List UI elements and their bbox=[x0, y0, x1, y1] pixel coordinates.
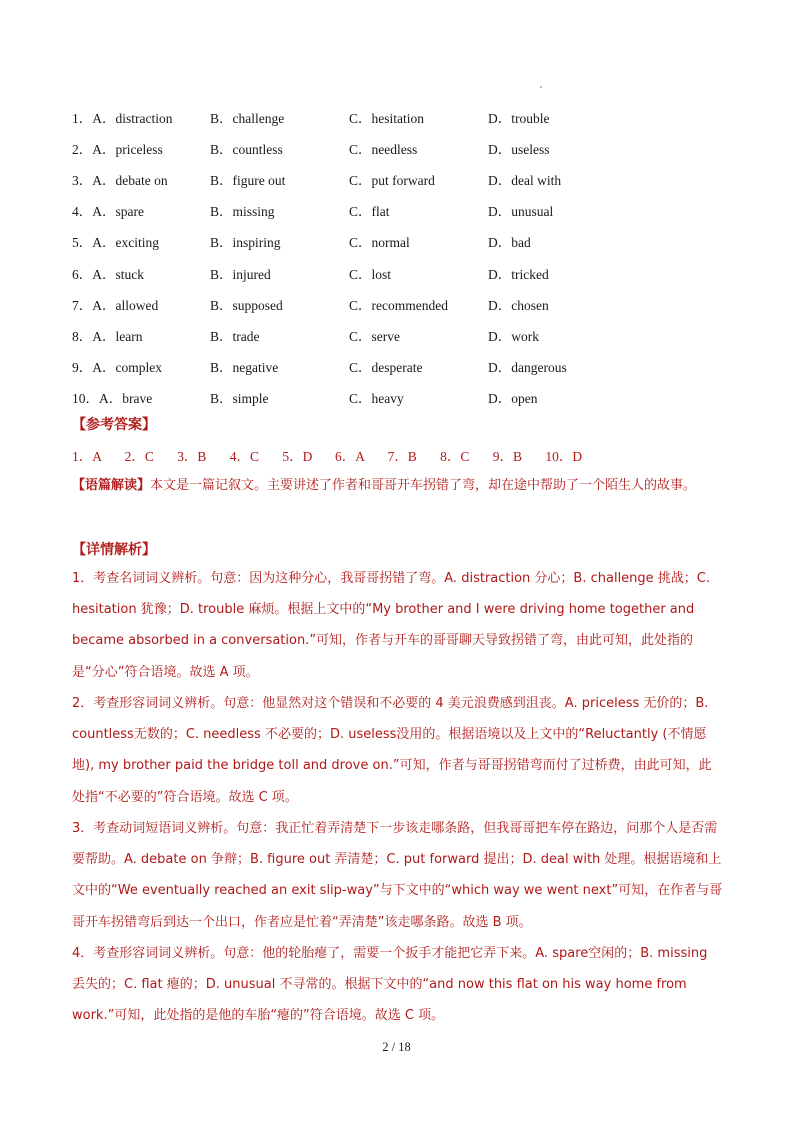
option-c: C．put forward bbox=[349, 172, 435, 188]
option-b: B．supposed bbox=[210, 297, 283, 313]
answer-item: 2．C bbox=[124, 449, 154, 464]
option-b: B．countless bbox=[210, 141, 283, 157]
option-c: C．lost bbox=[349, 266, 392, 282]
speck-mark bbox=[540, 86, 542, 88]
option-b: B．trade bbox=[210, 328, 260, 344]
option-b: B．simple bbox=[210, 391, 269, 407]
option-d: D．work bbox=[488, 328, 539, 344]
answer-item: 6．A bbox=[334, 449, 365, 464]
option-a: 5．A．exciting bbox=[72, 235, 159, 251]
summary-text: 本文是一篇记叙文。主要讲述了作者和哥哥开车拐错了弯，却在途中帮助了一个陌生人的故事。 bbox=[150, 478, 697, 493]
answer-item: 5．D bbox=[282, 449, 313, 464]
explanation-4: 4．考查形容词词义辨析。句意：他的轮胎瘪了，需要一个扳手才能把它弄下来。A. spare空闲的；B. missing 丢失的；C. flat 瘪的；D. unusual 不寻常的。根据下文中的“and now this flat on his way home from work.”可知，此处指的是他的车胎“瘪的”符合语境。故选 C 项。 bbox=[72, 946, 708, 1024]
options-table bbox=[72, 101, 722, 413]
option-a: 10．A．brave bbox=[72, 391, 153, 407]
option-d: D．useless bbox=[488, 141, 550, 157]
option-a: 4．A．spare bbox=[72, 204, 144, 220]
answer-item: 8．C bbox=[440, 449, 470, 464]
option-a: 2．A．priceless bbox=[72, 141, 163, 157]
explanation-2: 2．考查形容词词义辨析。句意：他显然对这个错误和不必要的 4 美元浪费感到沮丧。A. priceless 无价的；B. countless无数的；C. needless 不必要的；D. useless没用的。根据语境以及上文中的“Reluctantly (不情愿地), my brother paid the bridge toll and drove on.”可知，作者与哥哥拐错弯而付了过桥费，由此可知，此处指“不必要的”符合语境。故选 C 项。 bbox=[72, 696, 712, 805]
option-row bbox=[72, 226, 722, 257]
option-row bbox=[72, 257, 722, 288]
answer-heading: 【参考答案】 bbox=[72, 417, 156, 433]
option-row bbox=[72, 382, 722, 413]
answer-item: 10．D bbox=[545, 449, 583, 464]
option-c: C．normal bbox=[349, 235, 410, 251]
option-row bbox=[72, 319, 722, 350]
answer-item: 7．B bbox=[387, 449, 417, 464]
explanation-3: 3．考查动词短语词义辨析。句意：我正忙着弄清楚下一步该走哪条路，但我哥哥把车停在路边，问那个人是否需要帮助。A. debate on 争辩；B. figure out 弄清楚；C. put forward 提出；D. deal with 处理。根据语境和上文中的“We eventually reached an exit slip-way”与下文中的“which way we went next”可知，在作者与哥哥开车拐错弯后到达一个出口，作者应是忙着“弄清楚”该走哪条路。故选 B 项。 bbox=[72, 821, 723, 930]
option-a: 9．A．complex bbox=[72, 360, 162, 376]
option-c: C．desperate bbox=[349, 360, 423, 376]
option-row bbox=[72, 132, 722, 163]
option-row bbox=[72, 101, 722, 132]
passage-summary bbox=[72, 470, 724, 501]
option-d: D．deal with bbox=[488, 172, 562, 188]
option-d: D．trouble bbox=[488, 110, 550, 126]
option-row bbox=[72, 163, 722, 194]
option-d: D．chosen bbox=[488, 297, 549, 313]
option-b: B．missing bbox=[210, 204, 275, 220]
option-b: B．injured bbox=[210, 266, 271, 282]
answer-key bbox=[72, 445, 598, 465]
option-b: B．negative bbox=[210, 360, 279, 376]
summary-tag: 【语篇解读】 bbox=[72, 478, 151, 493]
answer-item: 9．B bbox=[492, 449, 523, 464]
option-d: D．tricked bbox=[488, 266, 549, 282]
option-row bbox=[72, 351, 722, 382]
option-b: B．inspiring bbox=[210, 235, 281, 251]
option-c: C．recommended bbox=[349, 297, 448, 313]
option-b: B．figure out bbox=[210, 172, 286, 188]
option-c: C．hesitation bbox=[349, 110, 424, 126]
option-c: C．heavy bbox=[349, 391, 404, 407]
option-c: C．serve bbox=[349, 328, 400, 344]
option-a: 6．A．stuck bbox=[72, 266, 144, 282]
option-d: D．dangerous bbox=[488, 360, 567, 376]
answer-item: 1．A bbox=[72, 449, 102, 464]
option-c: C．needless bbox=[349, 141, 418, 157]
option-d: D．unusual bbox=[488, 204, 554, 220]
option-b: B．challenge bbox=[210, 110, 285, 126]
option-c: C．flat bbox=[349, 204, 390, 220]
option-d: D．bad bbox=[488, 235, 531, 251]
detail-heading: 【详情解析】 bbox=[72, 542, 156, 558]
page-number: 2 / 18 bbox=[382, 1040, 411, 1054]
answer-item: 4．C bbox=[229, 449, 260, 464]
answer-item: 3．B bbox=[177, 449, 207, 464]
option-a: 7．A．allowed bbox=[72, 297, 159, 313]
option-a: 8．A．learn bbox=[72, 328, 143, 344]
explanation-1: 1．考查名词词义辨析。句意：因为这种分心，我哥哥拐错了弯。A. distraction 分心；B. challenge 挑战；C. hesitation 犹豫；D. trouble 麻烦。根据上文中的“My brother and I were driving home together and became absorbed in a conversation.”可知，作者与开车的哥哥聊天导致拐错了弯，由此可知，此处指的是“分心”符合语境。故选 A 项。 bbox=[72, 571, 711, 680]
option-a: 3．A．debate on bbox=[72, 172, 168, 188]
option-row bbox=[72, 195, 722, 226]
option-row bbox=[72, 288, 722, 319]
option-d: D．open bbox=[488, 391, 538, 407]
option-a: 1．A．distraction bbox=[72, 110, 173, 126]
